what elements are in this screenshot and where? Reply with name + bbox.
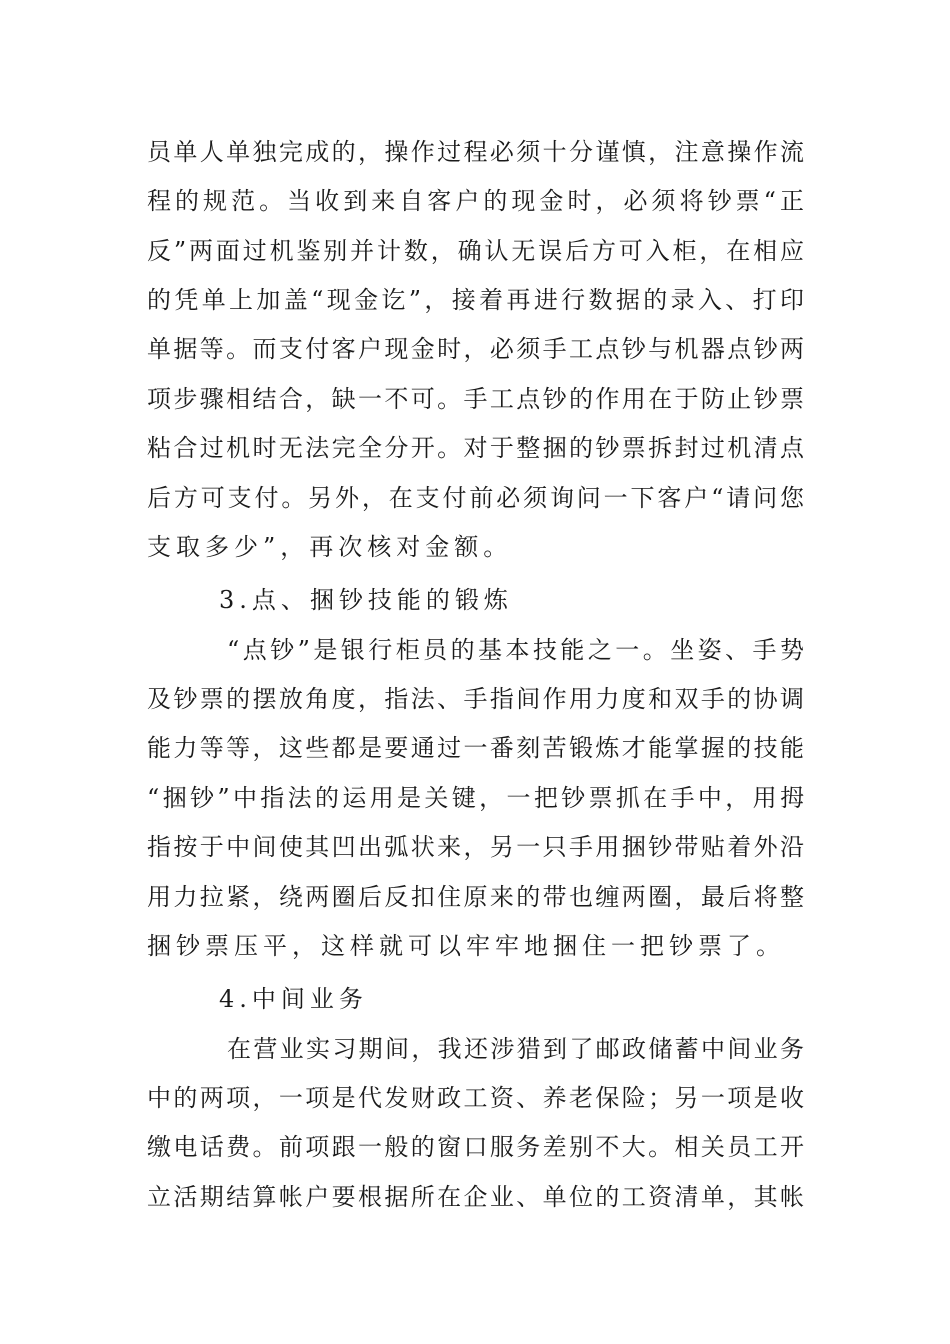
paragraph-line bbox=[0, 1172, 950, 1222]
paragraph-line bbox=[0, 872, 950, 922]
line-text: “捆钞”中指法的运用是关键，一把钞票抓在手中，用拇 bbox=[147, 784, 808, 812]
line-text: 员单人单独完成的，操作过程必须十分谨慎，注意操作流 bbox=[147, 138, 807, 166]
paragraph-line bbox=[0, 324, 950, 374]
paragraph-line bbox=[0, 1024, 950, 1074]
paragraph-line bbox=[0, 374, 950, 424]
line-text: “点钞”是银行柜员的基本技能之一。坐姿、手势 bbox=[227, 636, 808, 664]
line-text: 支取多少”，再次核对金额。 bbox=[147, 533, 513, 561]
heading-text: 3.点、捆钞技能的锻炼 bbox=[219, 586, 513, 614]
line-text: 及钞票的摆放角度，指法、手指间作用力度和双手的协调 bbox=[147, 685, 807, 713]
paragraph-line bbox=[0, 921, 950, 971]
line-text: 能力等等，这些都是要通过一番刻苦锻炼才能掌握的技能 bbox=[147, 734, 807, 762]
line-text: 程的规范。当收到来自客户的现金时，必须将钞票“正 bbox=[147, 187, 809, 215]
line-text: 中的两项，一项是代发财政工资、养老保险；另一项是收 bbox=[147, 1084, 807, 1112]
line-text: 单据等。而支付客户现金时，必须手工点钞与机器点钞两 bbox=[147, 335, 807, 363]
line-text: 用力拉紧，绕两圈后反扣住原来的带也缠两圈，最后将整 bbox=[147, 883, 807, 911]
line-text: 项步骤相结合，缺一不可。手工点钞的作用在于防止钞票 bbox=[147, 385, 807, 413]
section-heading bbox=[0, 575, 950, 625]
line-text: 的凭单上加盖“现金讫”，接着再进行数据的录入、打印 bbox=[147, 286, 808, 314]
paragraph-line bbox=[0, 1073, 950, 1123]
paragraph-line bbox=[0, 127, 950, 177]
paragraph-line bbox=[0, 674, 950, 724]
paragraph-line bbox=[0, 522, 950, 572]
line-text: 后方可支付。另外，在支付前必须询问一下客户“请问您 bbox=[147, 484, 807, 512]
line-text: 在营业实习期间，我还涉猎到了邮政储蓄中间业务 bbox=[227, 1035, 807, 1063]
line-text: 缴电话费。前项跟一般的窗口服务差别不大。相关员工开 bbox=[147, 1133, 807, 1161]
section-heading bbox=[0, 974, 950, 1024]
paragraph-line bbox=[0, 723, 950, 773]
paragraph-line bbox=[0, 822, 950, 872]
paragraph-line bbox=[0, 176, 950, 226]
paragraph-line bbox=[0, 275, 950, 325]
line-text: 指按于中间使其凹出弧状来，另一只手用捆钞带贴着外沿 bbox=[147, 833, 807, 861]
line-text: 反”两面过机鉴别并计数，确认无误后方可入柜，在相应 bbox=[147, 237, 807, 265]
line-text: 粘合过机时无法完全分开。对于整捆的钞票拆封过机清点 bbox=[147, 434, 807, 462]
paragraph-line bbox=[0, 423, 950, 473]
line-text: 立活期结算帐户要根据所在企业、单位的工资清单，其帐 bbox=[147, 1183, 807, 1211]
paragraph-line bbox=[0, 1122, 950, 1172]
heading-text: 4.中间业务 bbox=[219, 985, 368, 1013]
paragraph-line bbox=[0, 226, 950, 276]
line-text: 捆钞票压平，这样就可以牢牢地捆住一把钞票了。 bbox=[147, 932, 785, 960]
paragraph-line bbox=[0, 473, 950, 523]
paragraph-line bbox=[0, 773, 950, 823]
paragraph-line bbox=[0, 625, 950, 675]
